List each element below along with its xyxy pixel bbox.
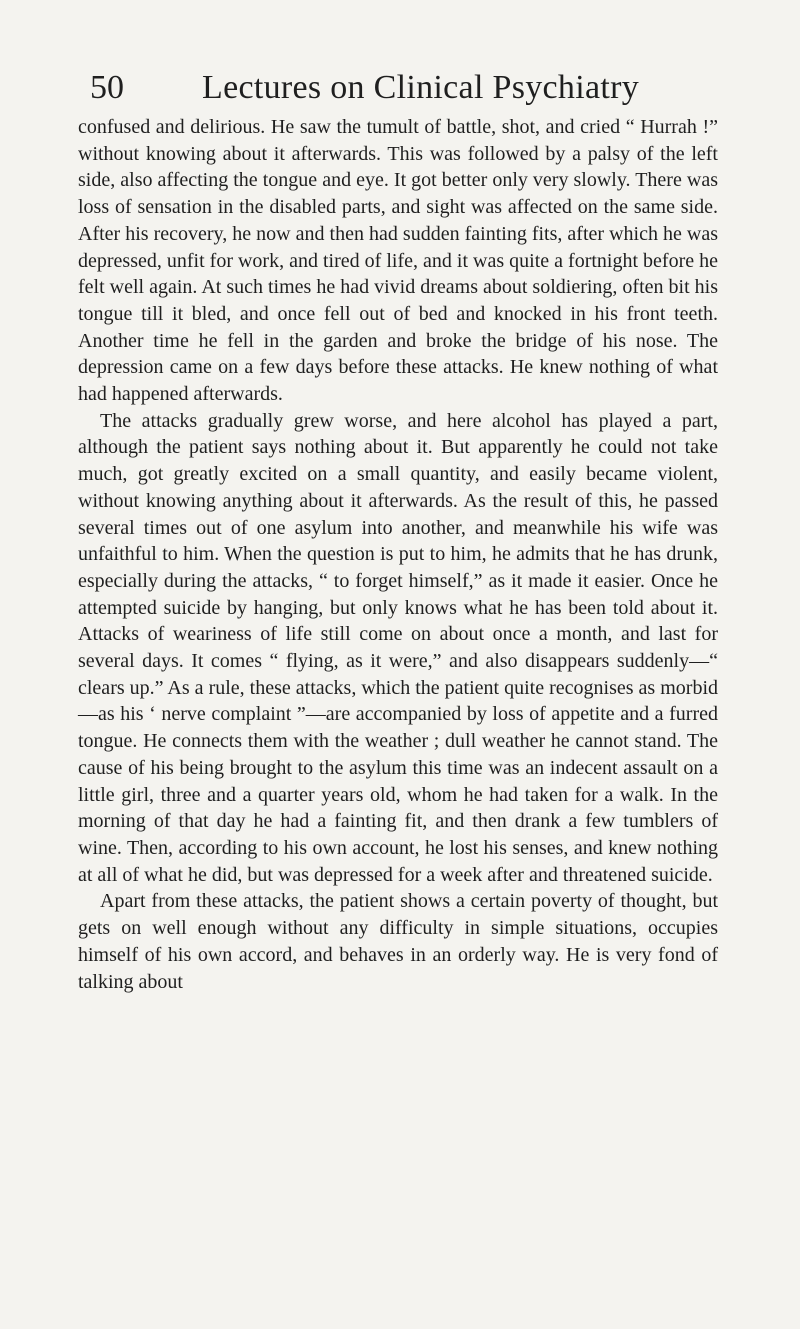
running-head-title: Lectures on Clinical Psychiatry [202,69,640,106]
page-header [90,66,730,110]
paragraph-3: Apart from these attacks, the patient shows a certain poverty of thought, but gets on well enough without any difficulty in simple situations, occupies himself of his own accord, and behaves in an orderly way. He is very fond of talking about [78,890,718,993]
paragraph-1: confused and delirious. He saw the tumult of battle, shot, and cried “ Hurrah !” without knowing about it afterwards. This was followed by a palsy of the left side, also affecting the tongue and eye. It got better only very slowly. There was loss of sensation in the disabled parts, and sight was affected on the same side. After his recovery, he now and then had sudden fainting fits, after which he was depressed, unfit for work, and tired of life, and it was quite a fortnight before he felt well again. At such times he had vivid dreams about soldiering, often bit his tongue till it bled, and once fell out of bed and knocked in his front teeth. Another time he fell in the garden and broke the bridge of his nose. The depression came on a few days before these attacks. He knew nothing of what had happened afterwards. [78,116,718,406]
page-number: 50 [90,69,124,106]
paragraph-2: The attacks gradually grew worse, and here alcohol has played a part, although the patient says nothing about it. But apparently he could not take much, got greatly excited on a small quantity, and easily became violent, without knowing anything about it afterwards. As the result of this, he passed several times out of one asylum into another, and meanwhile his wife was unfaithful to him. When the question is put to him, he admits that he has drunk, especially during the attacks, “ to forget himself,” as it made it easier. Once he attempted suicide by hanging, but only knows what he has been told about it. Attacks of weariness of life still come on about once a month, and last for several days. It comes “ flying, as it were,” and also disappears suddenly—“ clears up.” As a rule, these attacks, which the patient quite recognises as morbid—as his ‘ nerve complaint ”—are accompanied by loss of appetite and a furred tongue. He connects them with the weather ; dull weather he cannot stand. The cause of his being brought to the asylum this time was an indecent assault on a little girl, three and a quarter years old, whom he had taken for a walk. In the morning of that day he had a fainting fit, and then drank a few tumblers of wine. Then, according to his own account, he lost his senses, and knew nothing at all of what he did, but was depressed for a week after and threatened suicide. [78,409,718,886]
body-text [78,114,718,995]
